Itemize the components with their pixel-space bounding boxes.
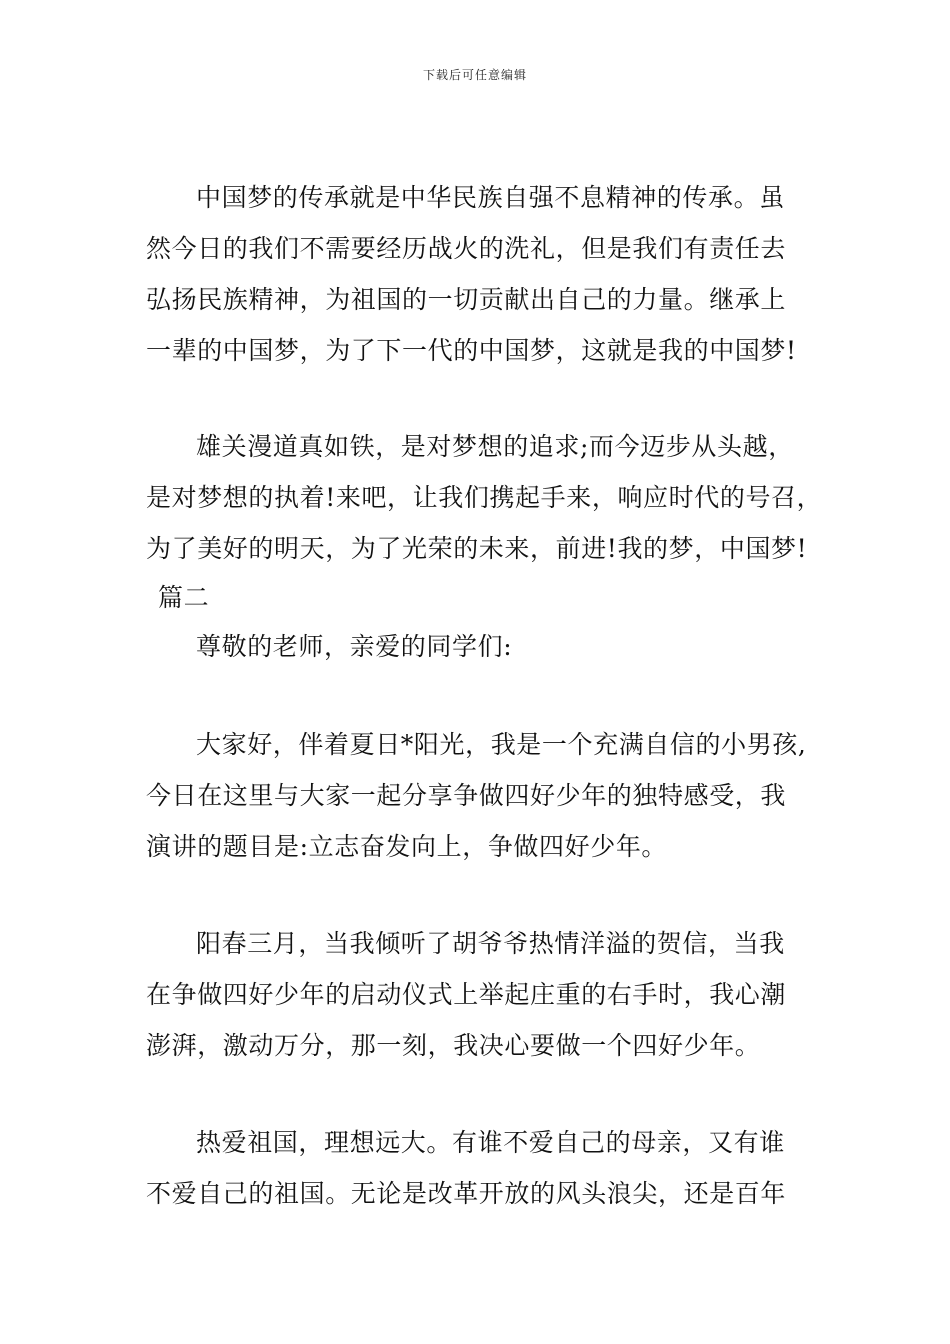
paragraph-line: 一辈的中国梦，为了下一代的中国梦，这就是我的中国梦! [146, 336, 797, 365]
paragraph-line: 阳春三月，当我倾听了胡爷爷热情洋溢的贺信，当我 [196, 929, 785, 958]
paragraph-line: 大家好，伴着夏日*阳光，我是一个充满自信的小男孩, [196, 730, 807, 759]
paragraph-line: 演讲的题目是:立志奋发向上，争做四好少年。 [146, 832, 668, 861]
page-header: 下载后可任意编辑 [422, 68, 527, 82]
paragraph-line: 中国梦的传承就是中华民族自强不息精神的传承。虽 [196, 183, 785, 212]
paragraph-line: 今日在这里与大家一起分享争做四好少年的独特感受，我 [146, 781, 787, 810]
paragraph-line: 是对梦想的执着!来吧，让我们携起手来，响应时代的号召， [146, 483, 823, 512]
paragraph-line: 雄关漫道真如铁，是对梦想的追求;而今迈步从头越， [196, 432, 794, 461]
paragraph-line: 然今日的我们不需要经历战火的洗礼，但是我们有责任去 [146, 234, 787, 263]
paragraph-line: 为了美好的明天，为了光荣的未来，前进!我的梦，中国梦! [146, 534, 808, 563]
salutation-line: 尊敬的老师，亲爱的同学们: [196, 632, 513, 661]
paragraph-line: 热爱祖国，理想远大。有谁不爱自己的母亲，又有谁 [196, 1128, 785, 1157]
paragraph-line: 不爱自己的祖国。无论是改革开放的风头浪尖，还是百年 [146, 1179, 787, 1208]
paragraph-line: 在争做四好少年的启动仪式上举起庄重的右手时，我心潮 [146, 980, 787, 1009]
paragraph-line: 弘扬民族精神，为祖国的一切贡献出自己的力量。继承上 [146, 285, 787, 314]
paragraph-line: 澎湃，激动万分，那一刻，我决心要做一个四好少年。 [146, 1031, 761, 1060]
section-heading: 篇二 [158, 583, 210, 612]
